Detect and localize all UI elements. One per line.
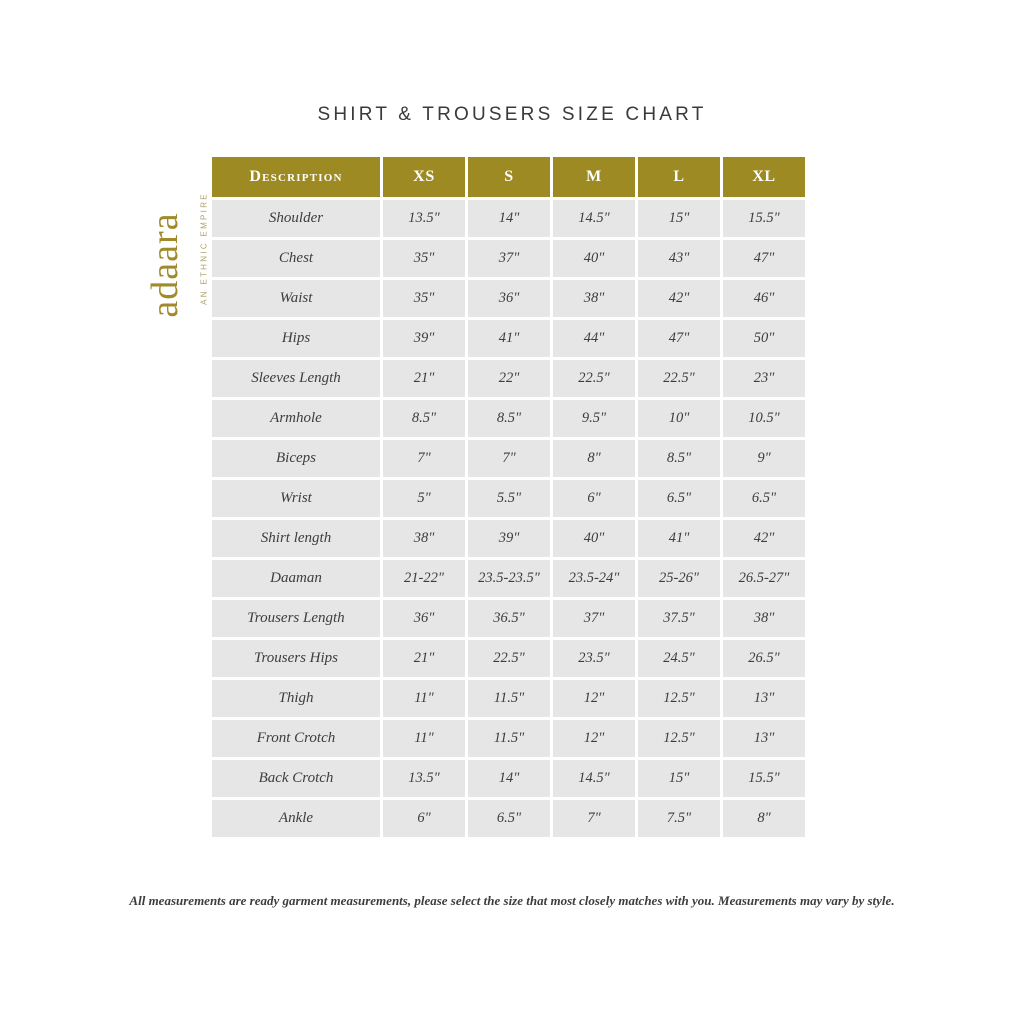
cell-l: 8.5" <box>638 440 720 477</box>
cell-m: 23.5" <box>553 640 635 677</box>
cell-s: 22" <box>468 360 550 397</box>
cell-m: 9.5" <box>553 400 635 437</box>
cell-s: 5.5" <box>468 480 550 517</box>
cell-s: 8.5" <box>468 400 550 437</box>
cell-m: 44" <box>553 320 635 357</box>
row-label: Trousers Hips <box>212 640 380 677</box>
cell-l: 37.5" <box>638 600 720 637</box>
cell-xl: 26.5-27" <box>723 560 805 597</box>
cell-xs: 21" <box>383 640 465 677</box>
cell-xs: 35" <box>383 280 465 317</box>
table-body <box>212 200 805 837</box>
brand-logo <box>126 178 209 378</box>
cell-xl: 26.5" <box>723 640 805 677</box>
table-row <box>212 640 805 677</box>
cell-l: 25-26" <box>638 560 720 597</box>
table-row <box>212 400 805 437</box>
cell-m: 38" <box>553 280 635 317</box>
cell-s: 36.5" <box>468 600 550 637</box>
cell-s: 11.5" <box>468 720 550 757</box>
cell-s: 36" <box>468 280 550 317</box>
cell-xl: 46" <box>723 280 805 317</box>
row-label: Daaman <box>212 560 380 597</box>
cell-s: 23.5-23.5" <box>468 560 550 597</box>
cell-xl: 9" <box>723 440 805 477</box>
cell-s: 6.5" <box>468 800 550 837</box>
row-label: Chest <box>212 240 380 277</box>
cell-l: 43" <box>638 240 720 277</box>
table-row <box>212 280 805 317</box>
cell-l: 47" <box>638 320 720 357</box>
cell-s: 11.5" <box>468 680 550 717</box>
cell-m: 23.5-24" <box>553 560 635 597</box>
table-row <box>212 560 805 597</box>
row-label: Wrist <box>212 480 380 517</box>
cell-xs: 6" <box>383 800 465 837</box>
cell-l: 22.5" <box>638 360 720 397</box>
cell-l: 12.5" <box>638 680 720 717</box>
cell-xs: 13.5" <box>383 760 465 797</box>
brand-tagline: AN ETHNIC EMPIRE <box>199 192 209 305</box>
cell-s: 41" <box>468 320 550 357</box>
cell-xl: 23" <box>723 360 805 397</box>
cell-m: 14.5" <box>553 200 635 237</box>
footnote-text: All measurements are ready garment measurements, please select the size that most closely matches with you. Measurements may vary by style. <box>129 893 895 908</box>
table-row <box>212 680 805 717</box>
cell-xs: 7" <box>383 440 465 477</box>
cell-l: 24.5" <box>638 640 720 677</box>
cell-xl: 50" <box>723 320 805 357</box>
table-row <box>212 760 805 797</box>
cell-s: 14" <box>468 200 550 237</box>
cell-s: 37" <box>468 240 550 277</box>
table-row <box>212 200 805 237</box>
column-header-s: S <box>468 157 550 197</box>
cell-l: 7.5" <box>638 800 720 837</box>
cell-m: 7" <box>553 800 635 837</box>
table-row <box>212 600 805 637</box>
size-chart-table-wrapper <box>209 154 804 840</box>
cell-m: 8" <box>553 440 635 477</box>
cell-s: 14" <box>468 760 550 797</box>
column-header-m: M <box>553 157 635 197</box>
row-label: Armhole <box>212 400 380 437</box>
cell-xs: 11" <box>383 720 465 757</box>
cell-xs: 36" <box>383 600 465 637</box>
table-row <box>212 720 805 757</box>
row-label: Trousers Length <box>212 600 380 637</box>
row-label: Biceps <box>212 440 380 477</box>
cell-m: 37" <box>553 600 635 637</box>
table-header-row <box>212 157 805 197</box>
column-header-l: L <box>638 157 720 197</box>
cell-l: 42" <box>638 280 720 317</box>
table-row <box>212 800 805 837</box>
cell-xs: 13.5" <box>383 200 465 237</box>
cell-m: 12" <box>553 680 635 717</box>
row-label: Back Crotch <box>212 760 380 797</box>
column-header-xs: XS <box>383 157 465 197</box>
cell-s: 22.5" <box>468 640 550 677</box>
cell-xl: 38" <box>723 600 805 637</box>
cell-xs: 5" <box>383 480 465 517</box>
table-row <box>212 520 805 557</box>
row-label: Front Crotch <box>212 720 380 757</box>
cell-l: 6.5" <box>638 480 720 517</box>
cell-xs: 21" <box>383 360 465 397</box>
cell-m: 22.5" <box>553 360 635 397</box>
cell-xs: 21-22" <box>383 560 465 597</box>
column-header-description: Description <box>212 157 380 197</box>
row-label: Thigh <box>212 680 380 717</box>
cell-xl: 13" <box>723 680 805 717</box>
cell-xs: 39" <box>383 320 465 357</box>
cell-s: 39" <box>468 520 550 557</box>
column-header-xl: XL <box>723 157 805 197</box>
cell-l: 15" <box>638 760 720 797</box>
page-title: SHIRT & TROUSERS SIZE CHART <box>317 104 707 125</box>
size-chart-table <box>209 154 808 840</box>
table-row <box>212 320 805 357</box>
cell-xs: 38" <box>383 520 465 557</box>
cell-xl: 42" <box>723 520 805 557</box>
row-label: Shoulder <box>212 200 380 237</box>
cell-m: 40" <box>553 520 635 557</box>
table-row <box>212 360 805 397</box>
table-row <box>212 440 805 477</box>
cell-m: 40" <box>553 240 635 277</box>
cell-l: 10" <box>638 400 720 437</box>
cell-l: 12.5" <box>638 720 720 757</box>
brand-name: adaara <box>144 212 186 318</box>
table-row <box>212 480 805 517</box>
cell-xl: 8" <box>723 800 805 837</box>
cell-xl: 15.5" <box>723 200 805 237</box>
cell-l: 15" <box>638 200 720 237</box>
row-label: Ankle <box>212 800 380 837</box>
cell-xl: 6.5" <box>723 480 805 517</box>
cell-m: 6" <box>553 480 635 517</box>
cell-m: 12" <box>553 720 635 757</box>
row-label: Shirt length <box>212 520 380 557</box>
row-label: Sleeves Length <box>212 360 380 397</box>
cell-xs: 35" <box>383 240 465 277</box>
cell-xl: 15.5" <box>723 760 805 797</box>
cell-xs: 8.5" <box>383 400 465 437</box>
row-label: Hips <box>212 320 380 357</box>
cell-xs: 11" <box>383 680 465 717</box>
table-row <box>212 240 805 277</box>
cell-xl: 47" <box>723 240 805 277</box>
cell-m: 14.5" <box>553 760 635 797</box>
row-label: Waist <box>212 280 380 317</box>
cell-s: 7" <box>468 440 550 477</box>
cell-l: 41" <box>638 520 720 557</box>
cell-xl: 13" <box>723 720 805 757</box>
cell-xl: 10.5" <box>723 400 805 437</box>
